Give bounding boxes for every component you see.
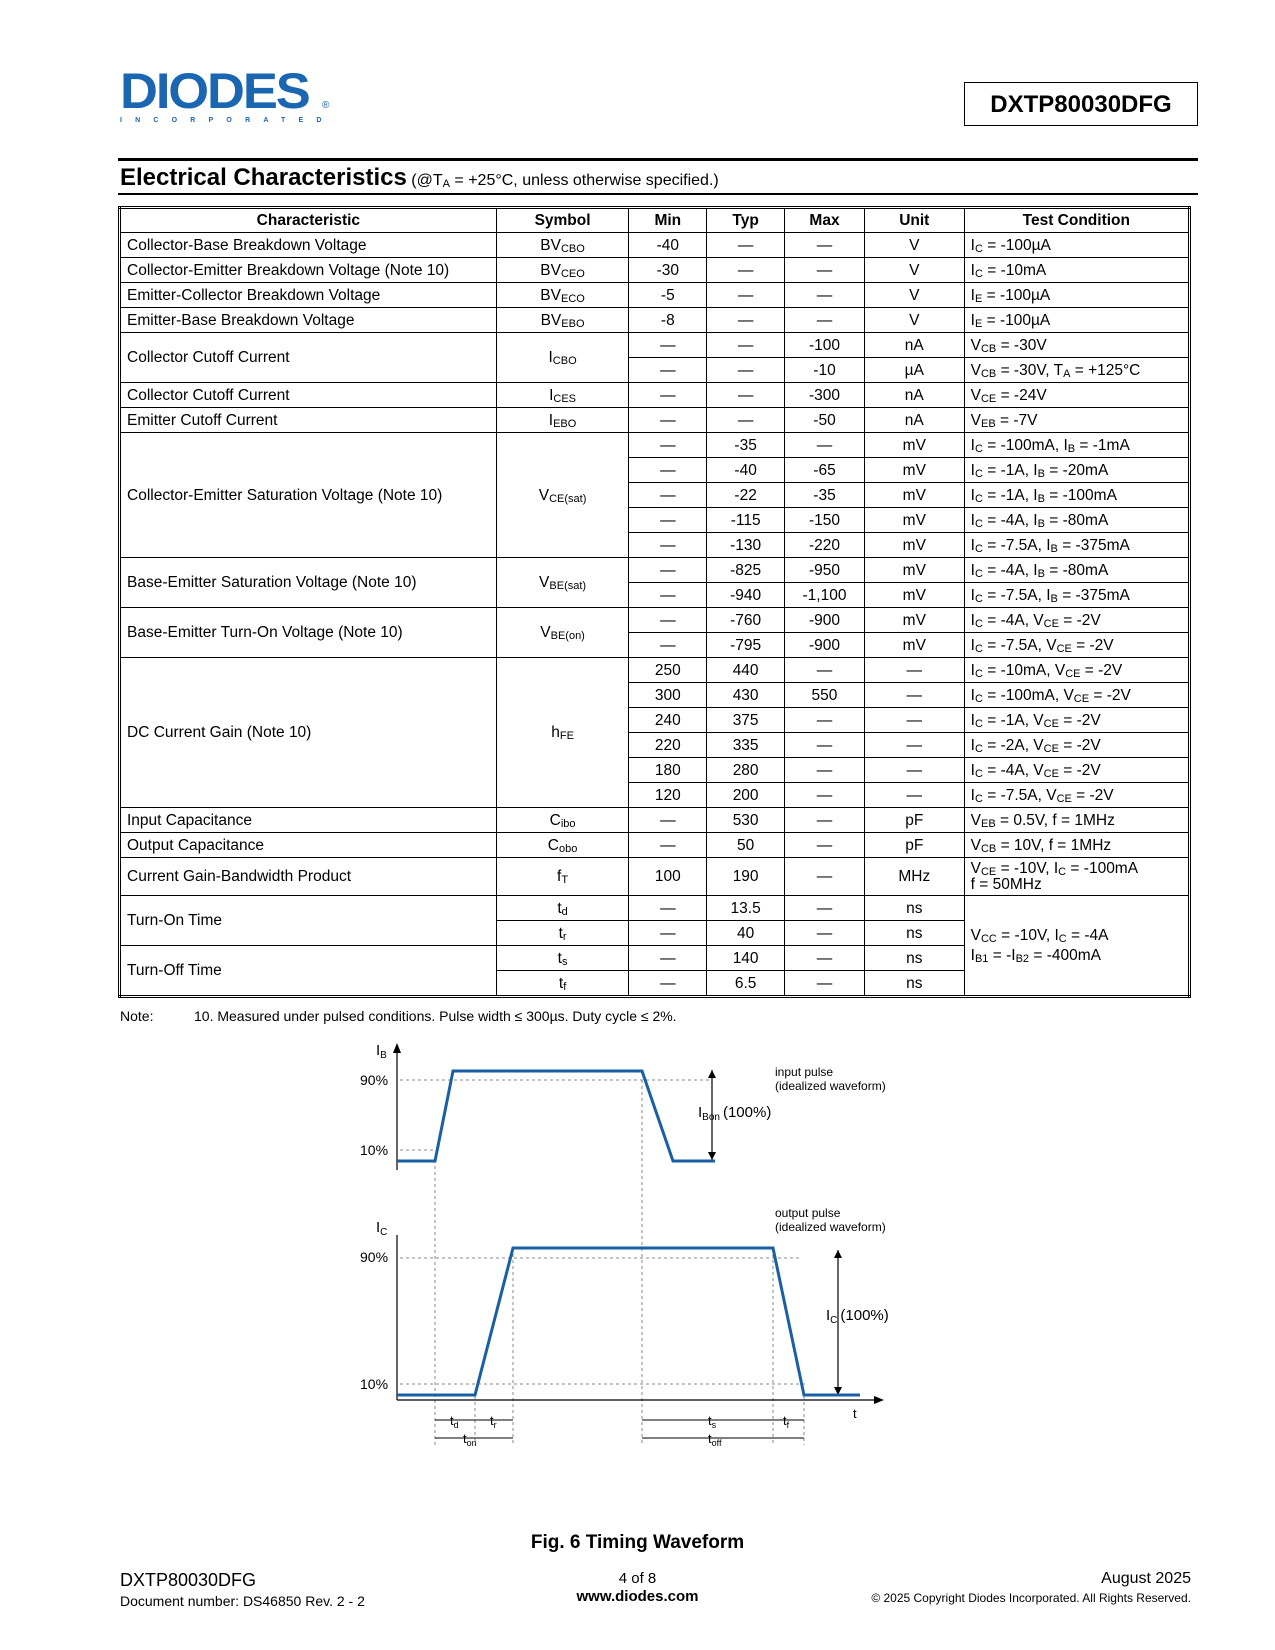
cell-symbol: $h_{FE}$ — [496, 658, 629, 808]
cell-test-condition: $V_{CE} = -24V$ — [964, 383, 1189, 408]
table-row — [120, 333, 1190, 358]
ib-10-label: 10% — [360, 1142, 389, 1158]
cell-max: — — [785, 896, 865, 921]
cell-min: — — [629, 333, 707, 358]
cell-symbol: $t_f$ — [496, 971, 629, 997]
logo-subtitle: INCORPORATED — [120, 117, 335, 124]
cell-typ: 440 — [707, 658, 785, 683]
cell-max: — — [785, 708, 865, 733]
cell-characteristic: Emitter-Base Breakdown Voltage — [120, 308, 497, 333]
cell-symbol: $t_s$ — [496, 946, 629, 971]
cell-max: — — [785, 921, 865, 946]
cell-characteristic: Current Gain-Bandwidth Product — [120, 858, 497, 896]
cell-typ: — — [707, 308, 785, 333]
cell-typ: -940 — [707, 583, 785, 608]
cell-typ: 50 — [707, 833, 785, 858]
cell-min: 180 — [629, 758, 707, 783]
cell-symbol: $C_{obo}$ — [496, 833, 629, 858]
cell-max: -35 — [785, 483, 865, 508]
cell-max: — — [785, 808, 865, 833]
cell-test-condition: $I_C = -1A$, $I_B = -100mA$ — [964, 483, 1189, 508]
cell-typ: -795 — [707, 633, 785, 658]
cell-unit: ns — [864, 971, 964, 997]
cell-min: 100 — [629, 858, 707, 896]
ibon-label: $I_{Bon}$ (100%) — [698, 1104, 772, 1123]
cell-symbol: $V_{BE(on)}$ — [496, 608, 629, 658]
table-header-row — [120, 208, 1190, 233]
cell-unit: mV — [864, 508, 964, 533]
cell-min: — — [629, 358, 707, 383]
cell-characteristic: Collector-Base Breakdown Voltage — [120, 233, 497, 258]
cell-test-condition: $I_C = -100mA$, $I_B = -1mA$ — [964, 433, 1189, 458]
output-pulse-waveform — [397, 1248, 860, 1395]
note-text: 10. Measured under pulsed conditions. Pulse width ≤ 300µs. Duty cycle ≤ 2%. — [194, 1008, 677, 1024]
footer-part-number: DXTP80030DFG — [120, 1570, 257, 1590]
time-axis-label: t — [853, 1406, 857, 1421]
cell-max: -950 — [785, 558, 865, 583]
cell-max: — — [785, 308, 865, 333]
cell-symbol: $I_{CBO}$ — [496, 333, 629, 383]
diodes-logo — [120, 63, 340, 126]
cell-unit: — — [864, 733, 964, 758]
cell-symbol: $BV_{CEO}$ — [496, 258, 629, 283]
input-pulse-label-2: (idealized waveform) — [775, 1079, 886, 1093]
cell-typ: — — [707, 283, 785, 308]
cell-unit: nA — [864, 408, 964, 433]
header-characteristic: Characteristic — [120, 208, 497, 233]
cell-max: — — [785, 783, 865, 808]
table-body — [120, 233, 1190, 997]
cell-unit: mV — [864, 633, 964, 658]
cell-typ: -22 — [707, 483, 785, 508]
cell-unit: V — [864, 258, 964, 283]
cell-typ: — — [707, 333, 785, 358]
ts-label: $t_s$ — [708, 1413, 717, 1430]
cell-min: — — [629, 558, 707, 583]
cell-unit: ns — [864, 921, 964, 946]
table-row — [120, 383, 1190, 408]
cell-unit: mV — [864, 533, 964, 558]
cell-unit: ns — [864, 946, 964, 971]
cell-characteristic: Turn-On Time — [120, 896, 497, 946]
input-pulse-waveform — [397, 1071, 715, 1161]
header-unit: Unit — [864, 208, 964, 233]
cell-unit: — — [864, 708, 964, 733]
section-rule-bottom — [118, 193, 1198, 195]
cell-symbol: $BV_{EBO}$ — [496, 308, 629, 333]
cell-max: -150 — [785, 508, 865, 533]
cell-test-condition: $I_C = -7.5A$, $V_{CE} = -2V$ — [964, 633, 1189, 658]
cell-test-condition: $I_C = -10mA$ — [964, 258, 1189, 283]
tf-label: $t_f$ — [783, 1413, 790, 1430]
cell-min: — — [629, 383, 707, 408]
cell-test-condition: $V_{CC} = -10V$, $I_C = -4A$ $I_{B1} = -I_{B2} = -400mA$ — [964, 896, 1189, 997]
cell-test-condition: $V_{CB} = -30V$, $T_A = +125^\circ C$ — [964, 358, 1189, 383]
ic-10-label: 10% — [360, 1376, 389, 1392]
cell-max: -100 — [785, 333, 865, 358]
cell-max: — — [785, 233, 865, 258]
section-rule-top — [118, 158, 1198, 161]
cell-characteristic: Base-Emitter Saturation Voltage (Note 10) — [120, 558, 497, 608]
cell-max: — — [785, 433, 865, 458]
tr-label: $t_r$ — [490, 1413, 497, 1430]
cell-unit: — — [864, 658, 964, 683]
td-label: $t_d$ — [450, 1413, 459, 1430]
cell-symbol: $t_d$ — [496, 896, 629, 921]
cell-min: — — [629, 808, 707, 833]
ic-90-label: 90% — [360, 1249, 389, 1265]
cell-min: — — [629, 508, 707, 533]
cell-min: — — [629, 833, 707, 858]
cell-min: — — [629, 483, 707, 508]
table-row — [120, 858, 1190, 896]
footer-right — [871, 1570, 1191, 1605]
table-row — [120, 833, 1190, 858]
cell-max: -900 — [785, 608, 865, 633]
cell-unit: V — [864, 308, 964, 333]
cell-min: — — [629, 921, 707, 946]
cell-symbol: $f_T$ — [496, 858, 629, 896]
cell-test-condition: $I_C = -2A$, $V_{CE} = -2V$ — [964, 733, 1189, 758]
cell-test-condition: $I_C = -1A$, $I_B = -20mA$ — [964, 458, 1189, 483]
cell-min: 240 — [629, 708, 707, 733]
cell-unit: mV — [864, 558, 964, 583]
cell-characteristic: Collector-Emitter Saturation Voltage (Note 10) — [120, 433, 497, 558]
table-row — [120, 258, 1190, 283]
guide-lines — [400, 1080, 805, 1445]
cell-unit: mV — [864, 458, 964, 483]
cell-min: — — [629, 458, 707, 483]
cell-min: 120 — [629, 783, 707, 808]
cell-test-condition: $I_C = -4A$, $I_B = -80mA$ — [964, 558, 1189, 583]
cell-symbol: $C_{ibo}$ — [496, 808, 629, 833]
ic-axis-label: $I_C$ — [376, 1219, 388, 1238]
cell-test-condition: $V_{CB} = -30V$ — [964, 333, 1189, 358]
figure-caption: Fig. 6 Timing Waveform — [530, 1532, 745, 1553]
cell-min: 300 — [629, 683, 707, 708]
note-label: Note: — [120, 1008, 154, 1024]
cell-typ: — — [707, 358, 785, 383]
cell-min: -40 — [629, 233, 707, 258]
cell-max: — — [785, 658, 865, 683]
cell-test-condition: $I_C = -10mA$, $V_{CE} = -2V$ — [964, 658, 1189, 683]
cell-max: 550 — [785, 683, 865, 708]
cell-min: -5 — [629, 283, 707, 308]
cell-max: — — [785, 258, 865, 283]
cell-min: — — [629, 633, 707, 658]
cell-characteristic: Base-Emitter Turn-On Voltage (Note 10) — [120, 608, 497, 658]
cell-typ: — — [707, 233, 785, 258]
output-pulse-label-2: (idealized waveform) — [775, 1220, 886, 1234]
cell-test-condition: $I_C = -7.5A$, $I_B = -375mA$ — [964, 533, 1189, 558]
cell-typ: — — [707, 408, 785, 433]
header-typ: Typ — [707, 208, 785, 233]
cell-typ: 200 — [707, 783, 785, 808]
cell-max: -65 — [785, 458, 865, 483]
cell-test-condition: $I_C = -100mA$, $V_{CE} = -2V$ — [964, 683, 1189, 708]
table-row — [120, 408, 1190, 433]
table-row — [120, 233, 1190, 258]
cell-characteristic: Emitter Cutoff Current — [120, 408, 497, 433]
footer-page-number: 4 of 8 — [618, 1570, 657, 1587]
table-row — [120, 658, 1190, 683]
cell-symbol: $I_{CES}$ — [496, 383, 629, 408]
cell-characteristic: Output Capacitance — [120, 833, 497, 858]
cell-min: — — [629, 408, 707, 433]
cell-max: — — [785, 283, 865, 308]
ib-90-label: 90% — [360, 1072, 389, 1088]
cell-symbol: $t_r$ — [496, 921, 629, 946]
cell-min: — — [629, 433, 707, 458]
cell-typ: 6.5 — [707, 971, 785, 997]
toff-label: $t_{off}$ — [708, 1431, 722, 1448]
cell-characteristic: Collector Cutoff Current — [120, 333, 497, 383]
cell-max: — — [785, 971, 865, 997]
cell-characteristic: Collector Cutoff Current — [120, 383, 497, 408]
cell-typ: 190 — [707, 858, 785, 896]
cell-test-condition: $V_{EB} = 0.5V$, f = 1MHz — [964, 808, 1189, 833]
cell-unit: mV — [864, 608, 964, 633]
cell-max: -50 — [785, 408, 865, 433]
cell-test-condition: $I_C = -4A$, $V_{CE} = -2V$ — [964, 608, 1189, 633]
cell-test-condition: $I_C = -100\mu A$ — [964, 233, 1189, 258]
cell-max: -10 — [785, 358, 865, 383]
cell-unit: V — [864, 283, 964, 308]
header-symbol: Symbol — [496, 208, 629, 233]
cell-typ: — — [707, 258, 785, 283]
cell-max: -900 — [785, 633, 865, 658]
cell-test-condition: $I_C = -4A$, $I_B = -80mA$ — [964, 508, 1189, 533]
cell-typ: 375 — [707, 708, 785, 733]
cell-typ: 40 — [707, 921, 785, 946]
cell-min: — — [629, 946, 707, 971]
cell-unit: V — [864, 233, 964, 258]
cell-unit: mV — [864, 433, 964, 458]
cell-unit: mV — [864, 483, 964, 508]
cell-characteristic: DC Current Gain (Note 10) — [120, 658, 497, 808]
cell-unit: µA — [864, 358, 964, 383]
cell-min: — — [629, 533, 707, 558]
cell-typ: 280 — [707, 758, 785, 783]
cell-characteristic: Collector-Emitter Breakdown Voltage (Note 10) — [120, 258, 497, 283]
cell-max: -300 — [785, 383, 865, 408]
ton-label: $t_{on}$ — [463, 1431, 477, 1448]
cell-max: — — [785, 733, 865, 758]
table-row — [120, 608, 1190, 633]
section-title — [120, 164, 719, 192]
cell-unit: MHz — [864, 858, 964, 896]
cell-max: — — [785, 858, 865, 896]
footer-date: August 2025 — [1101, 1570, 1191, 1587]
cell-min: -8 — [629, 308, 707, 333]
header-part-number: DXTP80030DFG — [964, 82, 1198, 126]
output-pulse-label-1: output pulse — [775, 1206, 841, 1220]
table-row — [120, 433, 1190, 458]
cell-test-condition: $I_C = -7.5A$, $I_B = -375mA$ — [964, 583, 1189, 608]
cell-max: — — [785, 946, 865, 971]
cell-typ: -825 — [707, 558, 785, 583]
logo-wordmark: DIODES — [120, 63, 309, 119]
footer-copyright: © 2025 Copyright Diodes Incorporated. All Rights Reserved. — [871, 1591, 1191, 1605]
cell-typ: 530 — [707, 808, 785, 833]
table-row — [120, 558, 1190, 583]
cell-min: — — [629, 896, 707, 921]
cell-unit: mV — [864, 583, 964, 608]
logo-registered-mark: ® — [322, 100, 330, 111]
ic100-label: $I_C$ (100%) — [826, 1307, 889, 1326]
table-row — [120, 283, 1190, 308]
cell-unit: ns — [864, 896, 964, 921]
cell-test-condition: $I_E = -100\mu A$ — [964, 283, 1189, 308]
cell-test-condition: $I_E = -100\mu A$ — [964, 308, 1189, 333]
cell-min: — — [629, 971, 707, 997]
cell-typ: 13.5 — [707, 896, 785, 921]
cell-max: -1,100 — [785, 583, 865, 608]
input-pulse-label-1: input pulse — [775, 1065, 834, 1079]
cell-typ: -115 — [707, 508, 785, 533]
cell-typ: 335 — [707, 733, 785, 758]
cell-unit: nA — [864, 383, 964, 408]
cell-max: — — [785, 758, 865, 783]
section-title-text: Electrical Characteristics — [120, 164, 407, 191]
cell-typ: -35 — [707, 433, 785, 458]
cell-test-condition: $V_{CB} = 10V$, f = 1MHz — [964, 833, 1189, 858]
cell-symbol: $I_{EBO}$ — [496, 408, 629, 433]
table-row — [120, 808, 1190, 833]
electrical-characteristics-table — [118, 206, 1191, 998]
ib-axis-label: $I_B$ — [376, 1042, 387, 1061]
table-row — [120, 896, 1190, 921]
cell-min: — — [629, 583, 707, 608]
timing-waveform-figure — [360, 1042, 960, 1530]
cell-unit: nA — [864, 333, 964, 358]
cell-min: 250 — [629, 658, 707, 683]
header-min: Min — [629, 208, 707, 233]
cell-min: 220 — [629, 733, 707, 758]
table-note — [120, 1008, 677, 1024]
cell-symbol: $V_{CE(sat)}$ — [496, 433, 629, 558]
cell-characteristic: Input Capacitance — [120, 808, 497, 833]
cell-test-condition: $I_C = -4A$, $V_{CE} = -2V$ — [964, 758, 1189, 783]
cell-min: — — [629, 608, 707, 633]
table-row — [120, 308, 1190, 333]
cell-typ: -40 — [707, 458, 785, 483]
cell-typ: -760 — [707, 608, 785, 633]
cell-typ: 430 — [707, 683, 785, 708]
header-test-condition: Test Condition — [964, 208, 1189, 233]
cell-unit: — — [864, 783, 964, 808]
cell-test-condition: $I_C = -1A$, $V_{CE} = -2V$ — [964, 708, 1189, 733]
cell-typ: 140 — [707, 946, 785, 971]
cell-typ: — — [707, 383, 785, 408]
cell-characteristic: Turn-Off Time — [120, 946, 497, 997]
cell-unit: — — [864, 683, 964, 708]
cell-symbol: $V_{BE(sat)}$ — [496, 558, 629, 608]
cell-typ: -130 — [707, 533, 785, 558]
cell-test-condition: $V_{CE} = -10V$, $I_C = -100mA$ f = 50MHz — [964, 858, 1189, 896]
cell-unit: pF — [864, 833, 964, 858]
cell-symbol: $BV_{ECO}$ — [496, 283, 629, 308]
cell-min: -30 — [629, 258, 707, 283]
cell-unit: pF — [864, 808, 964, 833]
cell-test-condition: $V_{EB} = -7V$ — [964, 408, 1189, 433]
cell-max: -220 — [785, 533, 865, 558]
footer-document-number: Document number: DS46850 Rev. 2 - 2 — [120, 1593, 365, 1609]
cell-characteristic: Emitter-Collector Breakdown Voltage — [120, 283, 497, 308]
cell-unit: — — [864, 758, 964, 783]
footer-url[interactable]: www.diodes.com — [576, 1588, 699, 1605]
cell-symbol: $BV_{CBO}$ — [496, 233, 629, 258]
cell-test-condition: $I_C = -7.5A$, $V_{CE} = -2V$ — [964, 783, 1189, 808]
section-condition: ($@T_A = +25^\circ C$, unless otherwise specified.) — [411, 172, 719, 190]
cell-max: — — [785, 833, 865, 858]
header-max: Max — [785, 208, 865, 233]
